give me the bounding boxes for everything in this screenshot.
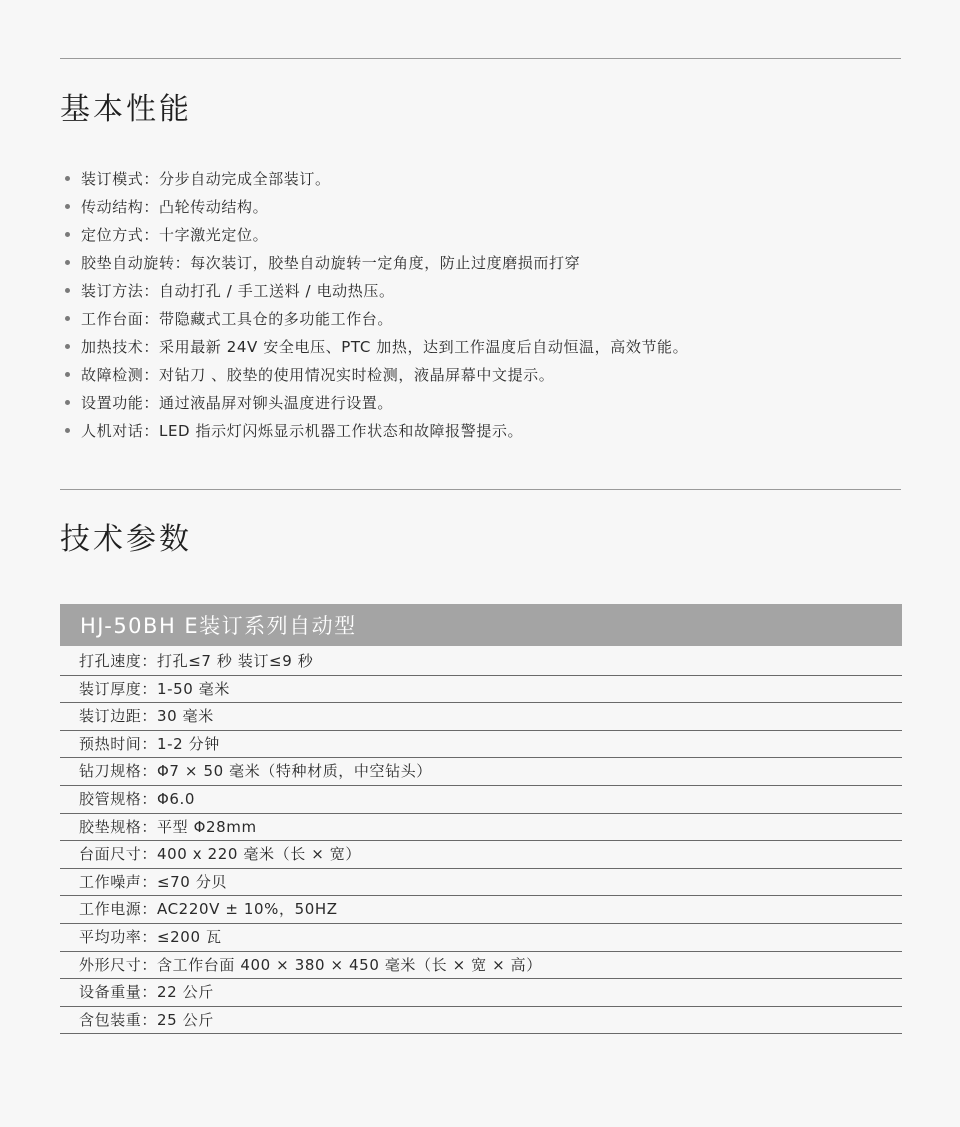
spec-row: 装订边距：30 毫米	[60, 703, 902, 731]
feature-item	[62, 305, 688, 333]
feature-text: 故障检测：对钻刀 、胶垫的使用情况实时检测，液晶屏幕中文提示。	[81, 366, 555, 384]
spec-row: 设备重量：22 公斤	[60, 979, 902, 1007]
middle-divider	[60, 489, 901, 490]
feature-text: 传动结构：凸轮传动结构。	[81, 198, 269, 216]
bullet-icon	[65, 288, 70, 293]
spec-row: 钻刀规格：Φ7 × 50 毫米（特种材质，中空钻头）	[60, 758, 902, 786]
feature-text: 加热技术：采用最新 24V 安全电压、PTC 加热，达到工作温度后自动恒温，高效节能。	[81, 338, 689, 356]
feature-item	[62, 333, 688, 361]
bullet-icon	[65, 232, 70, 237]
spec-table	[60, 648, 902, 1034]
bullet-icon	[65, 260, 70, 265]
spec-row: 预热时间：1-2 分钟	[60, 731, 902, 759]
feature-item	[62, 249, 688, 277]
bullet-icon	[65, 204, 70, 209]
feature-item	[62, 221, 688, 249]
spec-row: 打孔速度：打孔≤7 秒 装订≤9 秒	[60, 648, 902, 676]
bullet-icon	[65, 344, 70, 349]
feature-item	[62, 193, 688, 221]
spec-row: 胶垫规格：平型 Φ28mm	[60, 814, 902, 842]
spec-row: 平均功率：≤200 瓦	[60, 924, 902, 952]
spec-row: 含包装重：25 公斤	[60, 1007, 902, 1035]
spec-row: 装订厚度：1-50 毫米	[60, 676, 902, 704]
feature-text: 人机对话：LED 指示灯闪烁显示机器工作状态和故障报警提示。	[81, 422, 524, 440]
feature-text: 胶垫自动旋转：每次装订，胶垫自动旋转一定角度，防止过度磨损而打穿	[81, 254, 581, 272]
feature-item	[62, 165, 688, 193]
spec-row: 外形尺寸：含工作台面 400 × 380 × 450 毫米（长 × 宽 × 高）	[60, 952, 902, 980]
bullet-icon	[65, 400, 70, 405]
feature-item	[62, 389, 688, 417]
feature-text: 装订模式：分步自动完成全部装订。	[81, 170, 331, 188]
bullet-icon	[65, 176, 70, 181]
bullet-icon	[65, 316, 70, 321]
feature-item	[62, 417, 688, 445]
spec-row: 台面尺寸：400 x 220 毫米（长 × 宽）	[60, 841, 902, 869]
spec-row: 胶管规格：Φ6.0	[60, 786, 902, 814]
feature-text: 装订方法：自动打孔 / 手工送料 / 电动热压。	[81, 282, 395, 300]
spec-row: 工作电源：AC220V ± 10%，50HZ	[60, 896, 902, 924]
feature-item	[62, 361, 688, 389]
top-divider	[60, 58, 901, 59]
feature-text: 工作台面：带隐藏式工具仓的多功能工作台。	[81, 310, 394, 328]
spec-table-header: HJ-50BH E装订系列自动型	[60, 604, 902, 646]
basic-performance-title: 基本性能	[60, 92, 192, 127]
feature-text: 定位方式：十字激光定位。	[81, 226, 269, 244]
bullet-icon	[65, 428, 70, 433]
feature-text: 设置功能：通过液晶屏对铆头温度进行设置。	[81, 394, 394, 412]
spec-row: 工作噪声：≤70 分贝	[60, 869, 902, 897]
feature-list	[62, 165, 688, 445]
feature-item	[62, 277, 688, 305]
bullet-icon	[65, 372, 70, 377]
tech-specs-title: 技术参数	[60, 522, 192, 557]
